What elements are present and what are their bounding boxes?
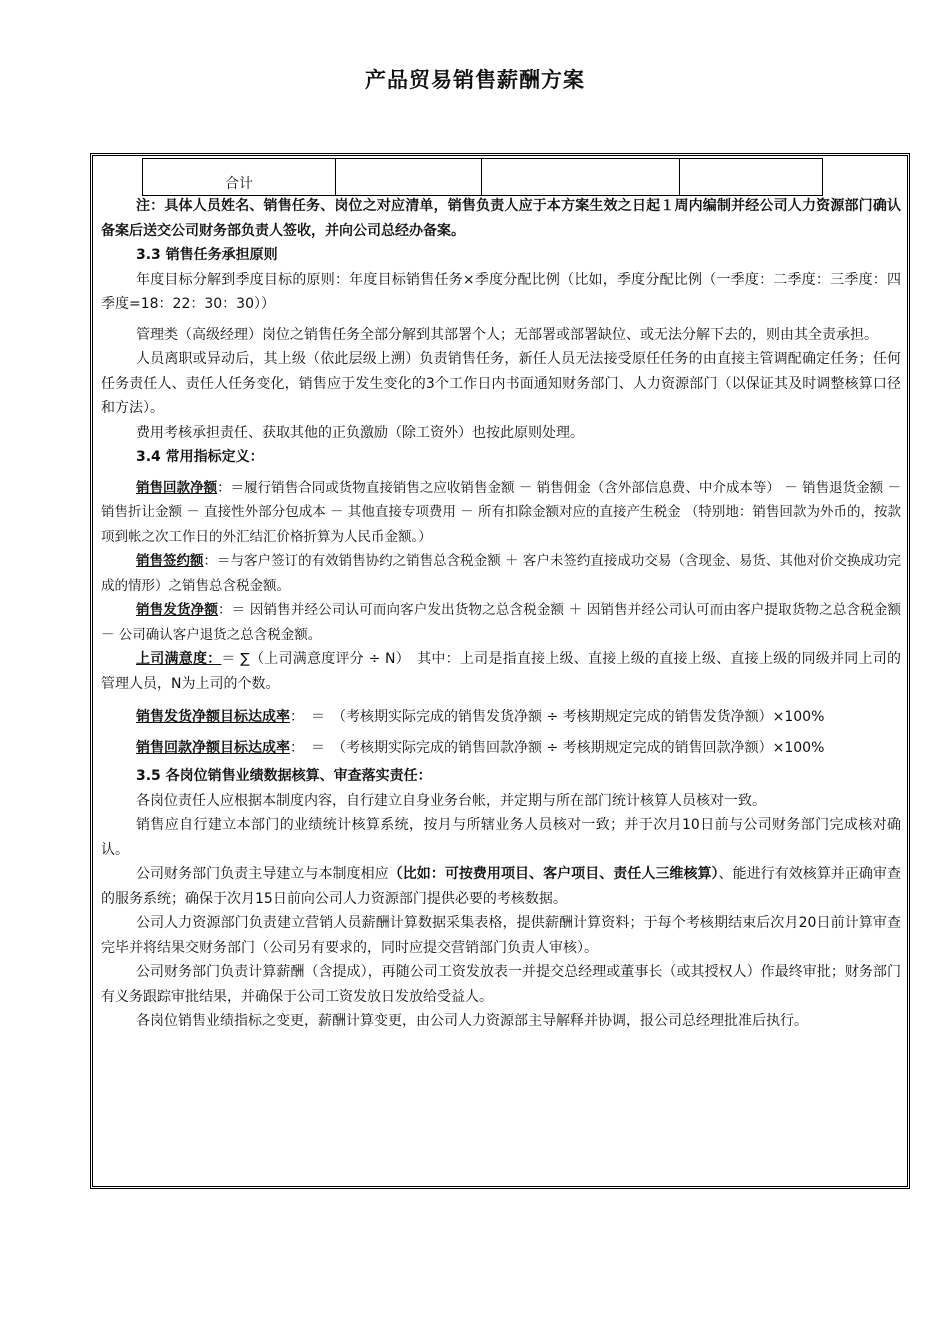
paragraph-text: 、能进行有效核算并正确审查的服务系统；确保于次月15日前向公司人力资源部门提供必要的考核数据。 xyxy=(101,866,902,907)
paragraph: 管理类（高级经理）岗位之销售任务全部分解到其部署个人；无部署或部署缺位、或无法分解下去的，则由其全责承担。 xyxy=(136,326,878,343)
definition-term: 销售发货净额目标达成率 xyxy=(136,709,290,725)
table-row xyxy=(143,159,823,196)
paragraph-emphasis: （比如：可按费用项目、客户项目、责任人三维核算） xyxy=(388,866,719,882)
paragraph xyxy=(101,862,901,911)
paragraph: 各岗位责任人应根据本制度内容，自行建立自身业务台帐，并定期与所在部门统计核算人员核对一致。 xyxy=(136,792,766,809)
page-title: 产品贸易销售薪酬方案 xyxy=(365,68,585,92)
section-3-5-heading: 3.5 各岗位销售业绩数据核算、审查落实责任： xyxy=(136,768,432,784)
document-body xyxy=(101,194,901,1034)
definition-text: ＝ ∑（上司满意度评分 ÷ N） 其中：上司是指直接上级、直接上级的直接上级、直接上级的同级并同上司的管理人员，N为上司的个数。 xyxy=(101,651,901,692)
paragraph: 销售应自行建立本部门的业绩统计核算系统，按月与所辖业务人员核对一致；并于次月10日前与公司财务部门完成核对确认。 xyxy=(101,817,901,858)
paragraph: 费用考核承担责任、获取其他的正负激励（除工资外）也按此原则处理。 xyxy=(136,424,584,441)
definition-delivery-rate xyxy=(101,702,901,733)
definition-term: 销售发货净额 xyxy=(136,602,219,618)
table-cell xyxy=(336,159,482,196)
definition-sales-collection xyxy=(101,476,901,550)
paragraph: 公司人力资源部门负责建立营销人员薪酬计算数据采集表格，提供薪酬计算资料；于每个考核期结束后次月20日前计算审查完毕并将结果交财务部门（公司另有要求的，同时应提交营销部门负责人审核）。 xyxy=(101,915,901,956)
total-table xyxy=(142,158,823,196)
paragraph: 公司财务部门负责计算薪酬（含提成），再随公司工资发放表一并提交总经理或董事长（或其授权人）作最终审批；财务部门有义务跟踪审批结果，并确保于公司工资发放日发放给受益人。 xyxy=(101,964,901,1005)
definition-term: 销售签约额 xyxy=(136,553,204,569)
note-paragraph: 注：具体人员姓名、销售任务、岗位之对应清单，销售负责人应于本方案生效之日起１周内编制并经公司人力资源部门确认备案后送交公司财务部负责人签收，并向公司总经办备案。 xyxy=(101,198,901,239)
definition-text: ： ＝ （考核期实际完成的销售发货净额 ÷ 考核期规定完成的销售发货净额）×100% xyxy=(290,709,825,725)
definition-contract-amount xyxy=(101,549,901,598)
section-3-3-heading: 3.3 销售任务承担原则 xyxy=(136,247,278,263)
definition-text: ： ＝ （考核期实际完成的销售回款净额 ÷ 考核期规定完成的销售回款净额）×100% xyxy=(290,740,825,756)
definition-term: 上司满意度： xyxy=(136,651,222,667)
definition-collection-rate xyxy=(101,733,901,764)
paragraph: 各岗位销售业绩指标之变更，薪酬计算变更，由公司人力资源部主导解释并协调，报公司总经理批准后执行。 xyxy=(136,1013,808,1029)
table-cell xyxy=(482,159,680,196)
definition-term: 销售回款净额目标达成率 xyxy=(136,740,290,756)
total-label-cell: 合计 xyxy=(143,159,336,196)
definition-delivery-net xyxy=(101,598,901,647)
paragraph: 年度目标分解到季度目标的原则：年度目标销售任务×季度分配比例（比如，季度分配比例（一季度：二季度：三季度：四季度=18：22：30：30）） xyxy=(101,271,901,312)
paragraph: 人员离职或异动后，其上级（依此层级上溯）负责销售任务，新任人员无法接受原任任务的由直接主管调配确定任务；任何任务责任人、责任人任务变化，销售应于发生变化的3个工作日内书面通知财务部门、人力资源部门（以保证其及时调整核算口径和方法）。 xyxy=(101,351,901,416)
definition-text: ：＝履行销售合同或货物直接销售之应收销售金额 － 销售佣金（含外部信息费、中介成本等） － 销售退货金额 － 销售折让金额 － 直接性外部分包成本 － 其他直接专项费用 － 所有扣除金额对应的直接产生税金 （特别地：销售回款为外币的，按款项到帐之次工作日的外汇结汇价格折算为人民币金额。） xyxy=(101,479,901,545)
table-cell xyxy=(680,159,823,196)
paragraph-text: 公司财务部门负责主导建立与本制度相应 xyxy=(136,866,389,882)
definition-text: ：＝ 因销售并经公司认可而向客户发出货物之总含税金额 ＋ 因销售并经公司认可而由客户提取货物之总含税金额 － 公司确认客户退货之总含税金额。 xyxy=(101,602,901,643)
definition-term: 销售回款净额 xyxy=(136,479,218,496)
section-3-4-heading: 3.4 常用指标定义： xyxy=(136,449,264,465)
definition-text: ：＝与客户签订的有效销售协约之销售总含税金额 ＋ 客户未签约直接成功交易（含现金、易货、其他对价交换成功完成的情形）之销售总含税金额。 xyxy=(101,553,901,594)
definition-supervisor-satisfaction xyxy=(101,647,901,696)
